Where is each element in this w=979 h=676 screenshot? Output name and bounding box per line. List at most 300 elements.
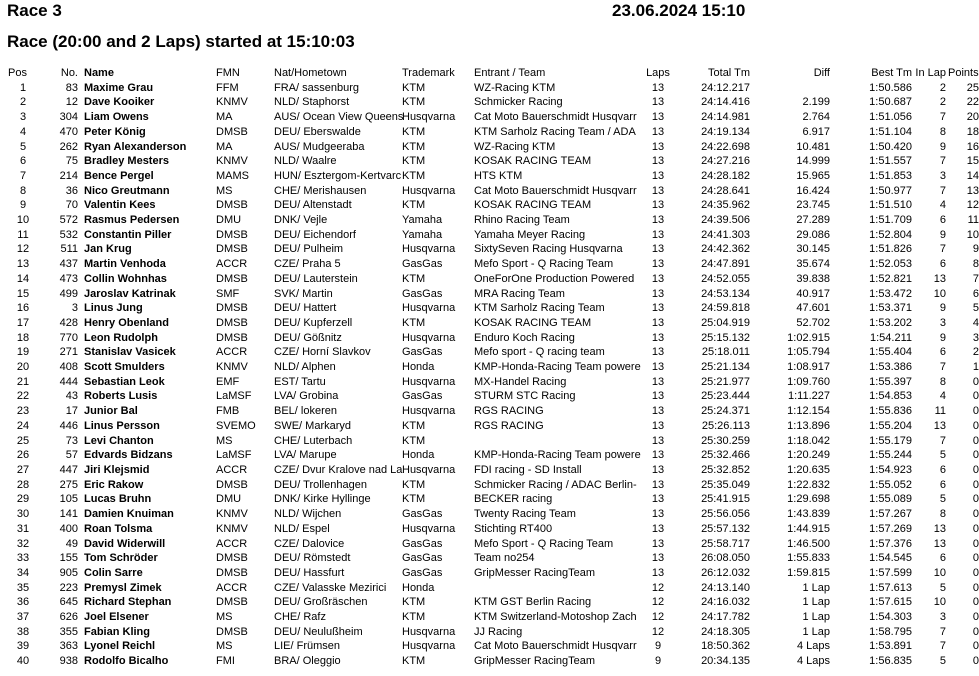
cell-team: Schmicker Racing [474, 96, 563, 109]
cell-pos: 21 [16, 375, 30, 388]
cell-fmn: EMF [216, 375, 240, 388]
cell-fmn: DMSB [216, 625, 248, 638]
cell-total: 24:13.140 [701, 581, 750, 594]
cell-diff: 4 Laps [796, 655, 830, 668]
cell-total: 24:41.303 [701, 228, 750, 241]
cell-pos: 12 [16, 243, 30, 256]
table-row [0, 272, 979, 287]
cell-no: 770 [59, 331, 78, 344]
cell-nat: AUS/ Mudgeeraba [274, 140, 365, 153]
cell-trademark: KTM [402, 596, 426, 609]
cell-trademark: KTM [402, 272, 426, 285]
cell-inlap: 7 [939, 625, 946, 638]
cell-nat: SVK/ Martin [274, 287, 333, 300]
cell-name: Constantin Piller [84, 228, 172, 241]
cell-diff: 1 Lap [802, 581, 830, 594]
col-header-diff: Diff [813, 67, 830, 79]
cell-inlap: 13 [933, 419, 946, 432]
cell-points: 3 [972, 331, 979, 344]
col-header-best: Best Tm [871, 67, 912, 79]
cell-pos: 6 [19, 155, 27, 168]
cell-team: HTS KTM [474, 169, 523, 182]
cell-name: Rodolfo Bicalho [84, 655, 169, 668]
cell-no: 275 [59, 478, 78, 491]
cell-fmn: DMSB [216, 566, 248, 579]
cell-points: 0 [972, 611, 979, 624]
cell-best: 1:55.836 [869, 405, 912, 418]
cell-best: 1:51.557 [869, 155, 912, 168]
table-row [0, 389, 979, 404]
cell-diff: 1:20.635 [787, 463, 830, 476]
cell-inlap: 6 [939, 478, 946, 491]
cell-inlap: 5 [939, 655, 946, 668]
cell-points: 0 [972, 478, 979, 491]
cell-diff: 2.764 [802, 111, 830, 124]
cell-team: KMP-Honda-Racing Team powere [474, 449, 641, 462]
cell-pos: 18 [16, 331, 30, 344]
cell-pos: 28 [16, 478, 30, 491]
cell-team [474, 434, 636, 449]
cell-fmn: DMSB [216, 272, 248, 285]
cell-best: 1:51.826 [869, 243, 912, 256]
cell-diff: 1 Lap [802, 625, 830, 638]
cell-fmn: MA [216, 111, 233, 124]
cell-nat: DEU/ Altenstadt [274, 199, 352, 212]
cell-fmn: DMU [216, 214, 242, 227]
table-row [0, 537, 979, 552]
cell-inlap: 13 [933, 272, 946, 285]
table-row [0, 448, 979, 463]
cell-pos: 36 [16, 596, 30, 609]
table-row [0, 95, 979, 110]
cell-pos: 4 [19, 125, 27, 138]
cell-nat: CZE/ Dalovice [274, 537, 345, 550]
cell-no: 214 [59, 169, 78, 182]
cell-laps: 9 [654, 640, 662, 653]
cell-laps: 13 [651, 449, 665, 462]
cell-pos: 2 [19, 96, 27, 109]
cell-best: 1:55.397 [869, 375, 912, 388]
cell-inlap: 5 [939, 493, 946, 506]
col-header-points: Points [948, 67, 979, 79]
cell-no: 271 [59, 346, 78, 359]
cell-team: KOSAK RACING TEAM [474, 155, 592, 168]
cell-nat: DEU/ Großräschen [274, 596, 368, 609]
cell-name: Valentin Kees [84, 199, 156, 212]
cell-laps: 13 [651, 125, 665, 138]
cell-best: 1:56.835 [869, 655, 912, 668]
table-row [0, 345, 979, 360]
table-row [0, 125, 979, 140]
cell-inlap: 6 [939, 258, 946, 271]
cell-diff: 40.917 [796, 287, 830, 300]
cell-total: 18:50.362 [701, 640, 750, 653]
cell-best: 1:55.244 [869, 449, 912, 462]
cell-nat: SWE/ Markaryd [274, 419, 352, 432]
cell-name: Richard Stephan [84, 596, 172, 609]
cell-trademark: Husqvarna [402, 640, 456, 653]
cell-points: 0 [972, 493, 979, 506]
cell-pos: 39 [16, 640, 30, 653]
cell-inlap: 6 [939, 463, 946, 476]
cell-team: FDI racing - SD Install [474, 463, 582, 476]
table-row [0, 140, 979, 155]
cell-diff: 1:59.815 [787, 566, 830, 579]
cell-points: 0 [972, 655, 979, 668]
cell-pos: 32 [16, 537, 30, 550]
cell-team: KOSAK RACING TEAM [474, 199, 592, 212]
table-row [0, 639, 979, 654]
cell-team: Stichting RT400 [474, 522, 553, 535]
cell-fmn: DMSB [216, 125, 248, 138]
table-row [0, 301, 979, 316]
cell-nat: DEU/ Gößnitz [274, 331, 342, 344]
cell-name: Linus Persson [84, 419, 160, 432]
cell-laps: 13 [651, 346, 665, 359]
cell-name: Scott Smulders [84, 361, 165, 374]
cell-nat: DEU/ Kupferzell [274, 316, 353, 329]
cell-fmn: KNMV [216, 155, 248, 168]
cell-best: 1:57.269 [869, 522, 912, 535]
cell-name: Dave Kooiker [84, 96, 155, 109]
cell-nat: LIE/ Frümsen [274, 640, 341, 653]
table-row [0, 331, 979, 346]
cell-total: 24:47.891 [701, 258, 750, 271]
cell-diff: 1:44.915 [787, 522, 830, 535]
cell-trademark: Yamaha [402, 214, 443, 227]
cell-diff: 1:22.832 [787, 478, 830, 491]
cell-fmn: KNMV [216, 361, 248, 374]
cell-fmn: ACCR [216, 346, 248, 359]
col-header-team: Entrant / Team [474, 67, 546, 79]
cell-laps: 12 [651, 596, 665, 609]
cell-total: 24:27.216 [701, 155, 750, 168]
cell-team: Schmicker Racing / ADAC Berlin- [474, 478, 637, 491]
cell-name: Rasmus Pedersen [84, 214, 180, 227]
cell-points: 0 [972, 552, 979, 565]
cell-team: Twenty Racing Team [474, 508, 576, 521]
cell-diff: 29.086 [796, 228, 830, 241]
cell-team: Mefo Sport - Q Racing Team [474, 537, 614, 550]
table-row [0, 110, 979, 125]
cell-name: Maxime Grau [84, 81, 154, 94]
cell-total: 25:30.259 [701, 434, 750, 447]
cell-laps: 13 [651, 493, 665, 506]
cell-diff [750, 81, 830, 96]
cell-trademark: Husqvarna [402, 331, 456, 344]
cell-diff: 1:20.249 [787, 449, 830, 462]
cell-nat: CHE/ Merishausen [274, 184, 367, 197]
cell-trademark: KTM [402, 140, 426, 153]
cell-no: 905 [59, 566, 78, 579]
cell-best: 1:57.613 [869, 581, 912, 594]
cell-best: 1:52.053 [869, 258, 912, 271]
cell-fmn: DMU [216, 493, 242, 506]
cell-best: 1:53.472 [869, 287, 912, 300]
cell-inlap: 7 [939, 184, 946, 197]
cell-inlap: 7 [939, 640, 946, 653]
cell-name: Levi Chanton [84, 434, 154, 447]
table-row [0, 360, 979, 375]
cell-name: Collin Wohnhas [84, 272, 167, 285]
cell-laps: 13 [651, 552, 665, 565]
cell-no: 444 [59, 375, 78, 388]
cell-best: 1:57.267 [869, 508, 912, 521]
cell-fmn: MS [216, 611, 233, 624]
cell-no: 470 [59, 125, 78, 138]
cell-inlap: 6 [939, 346, 946, 359]
cell-best: 1:55.204 [869, 419, 912, 432]
cell-laps: 13 [651, 566, 665, 579]
cell-pos: 9 [19, 199, 27, 212]
cell-pos: 7 [19, 169, 27, 182]
cell-nat: DEU/ Römstedt [274, 552, 351, 565]
cell-pos: 23 [16, 405, 30, 418]
cell-inlap: 8 [939, 508, 946, 521]
cell-no: 105 [59, 493, 78, 506]
cell-no: 17 [65, 405, 78, 418]
cell-nat: DEU/ Pulheim [274, 243, 344, 256]
cell-best: 1:57.376 [869, 537, 912, 550]
cell-fmn: MS [216, 640, 233, 653]
cell-best: 1:53.386 [869, 361, 912, 374]
cell-nat: DEU/ Hassfurt [274, 566, 345, 579]
race-subtitle: Race (20:00 and 2 Laps) started at 15:10:03 [7, 32, 355, 51]
cell-diff: 1:43.839 [787, 508, 830, 521]
cell-inlap: 3 [939, 316, 946, 329]
cell-name: Joel Elsener [84, 611, 149, 624]
cell-best: 1:55.089 [869, 493, 912, 506]
cell-trademark: KTM [402, 478, 426, 491]
table-row [0, 595, 979, 610]
cell-pos: 17 [16, 316, 30, 329]
cell-team: MRA Racing Team [474, 287, 565, 300]
table-row [0, 522, 979, 537]
cell-diff: 4 Laps [796, 640, 830, 653]
cell-fmn: FMI [216, 655, 235, 668]
table-row [0, 213, 979, 228]
cell-inlap: 4 [939, 199, 946, 212]
cell-nat: FRA/ sassenburg [274, 81, 359, 94]
table-row [0, 287, 979, 302]
cell-name: David Widerwill [84, 537, 166, 550]
cell-total: 25:24.371 [701, 405, 750, 418]
table-row [0, 566, 979, 581]
cell-inlap: 6 [939, 214, 946, 227]
cell-diff: 1:12.154 [787, 405, 830, 418]
cell-best: 1:51.709 [869, 214, 912, 227]
table-row [0, 316, 979, 331]
cell-inlap: 6 [939, 552, 946, 565]
cell-laps: 13 [651, 405, 665, 418]
cell-points: 9 [972, 243, 979, 256]
table-row [0, 610, 979, 625]
cell-name: Ryan Alexanderson [84, 140, 187, 153]
cell-total: 24:35.962 [701, 199, 750, 212]
table-row [0, 154, 979, 169]
cell-points: 14 [966, 169, 979, 182]
col-header-no: No. [60, 67, 78, 79]
cell-laps: 13 [651, 258, 665, 271]
cell-points: 4 [972, 316, 979, 329]
cell-team: Mefo sport - Q racing team [474, 346, 605, 359]
cell-fmn: MS [216, 434, 233, 447]
cell-no: 532 [59, 228, 78, 241]
cell-inlap: 9 [939, 331, 946, 344]
cell-total: 24:42.362 [701, 243, 750, 256]
cell-nat: LVA/ Marupe [274, 449, 337, 462]
cell-name: Roan Tolsma [84, 522, 153, 535]
cell-total: 25:21.134 [701, 361, 750, 374]
cell-fmn: FMB [216, 405, 240, 418]
cell-team: KMP-Honda-Racing Team powere [474, 361, 641, 374]
cell-total: 25:56.056 [701, 508, 750, 521]
table-row [0, 581, 979, 596]
cell-pos: 26 [16, 449, 30, 462]
cell-team: Cat Moto Bauerschmidt Husqvarr [474, 640, 637, 653]
cell-trademark: Husqvarna [402, 463, 456, 476]
cell-team: JJ Racing [474, 625, 523, 638]
cell-name: Bence Pergel [84, 169, 154, 182]
cell-pos: 14 [16, 272, 30, 285]
cell-diff: 15.965 [796, 169, 830, 182]
cell-inlap: 3 [939, 611, 946, 624]
cell-fmn: DMSB [216, 596, 248, 609]
cell-name: Tom Schröder [84, 552, 158, 565]
cell-fmn: ACCR [216, 258, 248, 271]
cell-team: RGS RACING [474, 419, 544, 432]
table-row [0, 169, 979, 184]
cell-points: 7 [972, 272, 979, 285]
cell-points: 0 [972, 419, 979, 432]
cell-nat: NLD/ Wijchen [274, 508, 342, 521]
cell-total: 25:58.717 [701, 537, 750, 550]
col-header-trademark: Trademark [402, 67, 455, 79]
cell-trademark: KTM [402, 611, 426, 624]
cell-points: 0 [972, 581, 979, 594]
cell-name: Junior Bal [84, 405, 138, 418]
cell-total: 25:32.466 [701, 449, 750, 462]
cell-points: 12 [966, 199, 979, 212]
cell-trademark: KTM [402, 434, 426, 447]
cell-trademark: Husqvarna [402, 522, 456, 535]
cell-trademark: GasGas [402, 258, 443, 271]
cell-points: 0 [972, 449, 979, 462]
cell-name: Peter König [84, 125, 146, 138]
race-title: Race 3 [7, 1, 62, 20]
cell-best: 1:54.923 [869, 463, 912, 476]
cell-nat: CHE/ Rafz [274, 611, 326, 624]
cell-diff: 52.702 [796, 316, 830, 329]
cell-points: 0 [972, 375, 979, 388]
cell-diff: 47.601 [796, 302, 830, 315]
cell-total: 24:22.698 [701, 140, 750, 153]
cell-no: 304 [59, 111, 78, 124]
cell-no: 447 [59, 463, 78, 476]
cell-laps: 13 [651, 316, 665, 329]
cell-name: Jiri Klejsmid [84, 463, 150, 476]
cell-diff: 14.999 [796, 155, 830, 168]
cell-inlap: 4 [939, 390, 946, 403]
cell-laps: 13 [651, 199, 665, 212]
cell-total: 24:28.641 [701, 184, 750, 197]
cell-laps: 12 [651, 581, 665, 594]
cell-diff: 2.199 [802, 96, 830, 109]
cell-fmn: MAMS [216, 169, 249, 182]
cell-fmn: LaMSF [216, 449, 252, 462]
cell-total: 20:34.135 [701, 655, 750, 668]
cell-points: 1 [972, 361, 979, 374]
cell-trademark: KTM [402, 655, 426, 668]
cell-laps: 13 [651, 140, 665, 153]
cell-fmn: DMSB [216, 478, 248, 491]
cell-fmn: KNMV [216, 96, 248, 109]
cell-pos: 35 [16, 581, 30, 594]
cell-no: 73 [65, 434, 78, 447]
cell-points: 11 [967, 214, 979, 227]
cell-nat: DEU/ Eichendorf [274, 228, 356, 241]
cell-best: 1:53.891 [869, 640, 912, 653]
cell-team: GripMesser RacingTeam [474, 566, 596, 579]
cell-trademark: KTM [402, 81, 426, 94]
cell-team: BECKER racing [474, 493, 553, 506]
cell-nat: DEU/ Neulußheim [274, 625, 363, 638]
cell-best: 1:52.804 [869, 228, 912, 241]
cell-name: Jaroslav Katrinak [84, 287, 176, 300]
cell-laps: 13 [651, 214, 665, 227]
cell-pos: 30 [16, 508, 30, 521]
cell-inlap: 13 [933, 522, 946, 535]
table-row [0, 507, 979, 522]
cell-diff: 35.674 [796, 258, 830, 271]
cell-laps: 13 [651, 419, 665, 432]
cell-trademark: KTM [402, 316, 426, 329]
col-header-name: Name [84, 67, 114, 79]
cell-team: Enduro Koch Racing [474, 331, 575, 344]
cell-pos: 22 [16, 390, 30, 403]
cell-diff: 1:29.698 [787, 493, 830, 506]
cell-trademark: GasGas [402, 552, 443, 565]
cell-no: 43 [65, 390, 78, 403]
cell-best: 1:55.179 [869, 434, 912, 447]
cell-inlap: 9 [939, 302, 946, 315]
cell-laps: 13 [651, 375, 665, 388]
cell-fmn: ACCR [216, 463, 248, 476]
cell-inlap: 8 [939, 125, 946, 138]
cell-nat: NLD/ Alphen [274, 361, 336, 374]
cell-best: 1:54.545 [869, 552, 912, 565]
cell-pos: 19 [16, 346, 30, 359]
cell-no: 57 [65, 449, 78, 462]
cell-points: 0 [972, 537, 979, 550]
cell-pos: 38 [16, 625, 30, 638]
cell-laps: 13 [651, 331, 665, 344]
cell-best: 1:50.586 [869, 81, 912, 94]
table-row [0, 184, 979, 199]
cell-trademark: Husqvarna [402, 302, 456, 315]
cell-pos: 1 [19, 81, 27, 94]
cell-laps: 13 [651, 81, 665, 94]
cell-no: 400 [59, 522, 78, 535]
cell-points: 22 [966, 96, 979, 109]
cell-team: KOSAK RACING TEAM [474, 316, 592, 329]
cell-trademark: KTM [402, 155, 426, 168]
cell-trademark: GasGas [402, 566, 443, 579]
cell-team: OneForOne Production Powered [474, 272, 635, 285]
cell-points: 15 [966, 155, 979, 168]
cell-fmn: ACCR [216, 537, 248, 550]
cell-name: Lyonel Reichl [84, 640, 156, 653]
